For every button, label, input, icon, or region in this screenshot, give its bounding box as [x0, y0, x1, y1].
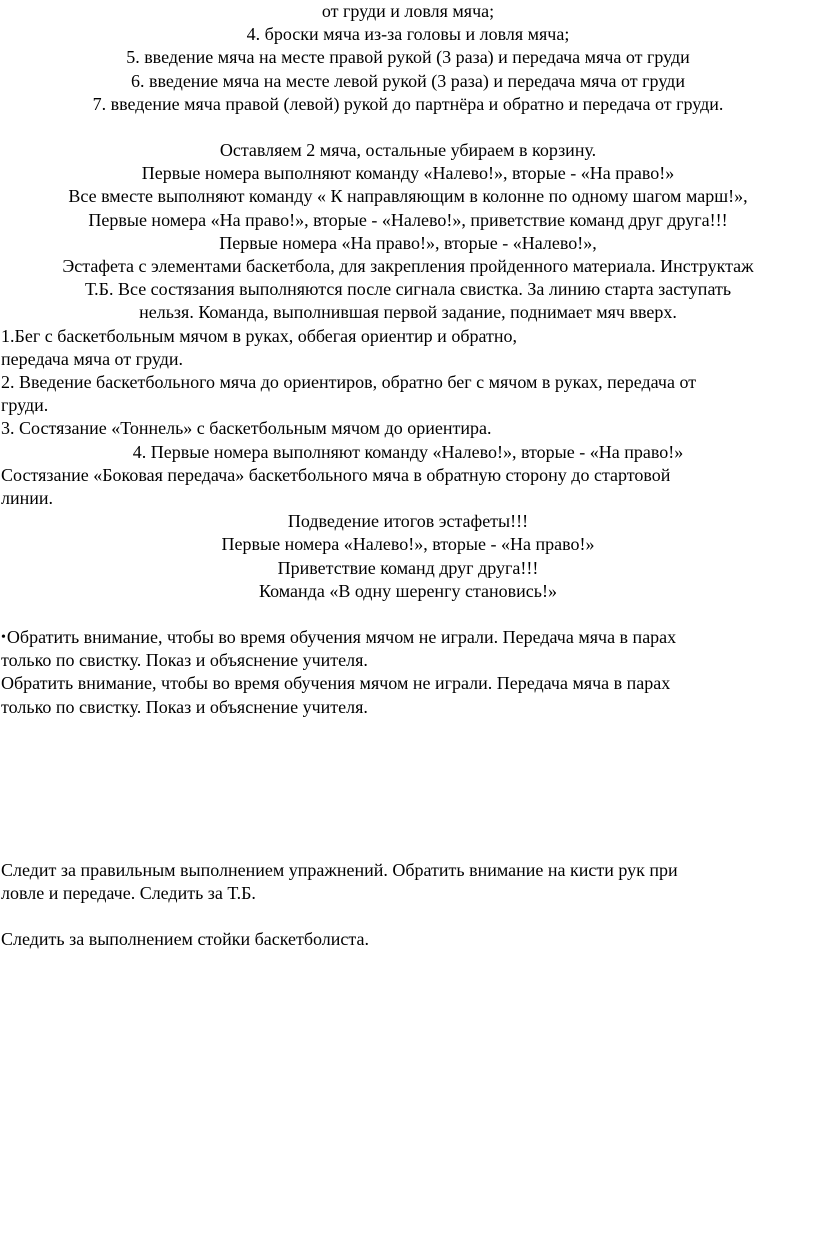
note-line: только по свистку. Показ и объяснение учителя. [1, 650, 368, 671]
relay-line: передача мяча от груди. [1, 348, 183, 369]
summary-line: Приветствие команд друг друга!!! [277, 557, 539, 578]
spacer [0, 603, 816, 626]
exercise-line: 4. броски мяча из-за головы и ловля мяча; [246, 24, 570, 45]
exercise-line: 5. введение мяча на месте правой рукой (3 раза) и передача мяча от груди [126, 47, 690, 68]
summary-line: Команда «В одну шеренгу становись!» [259, 580, 557, 601]
teacher-note-line: ловле и передаче. Следить за Т.Б. [1, 883, 256, 904]
command-line: Оставляем 2 мяча, остальные убираем в корзину. [219, 140, 597, 161]
relay-line: 3. Состязание «Тоннель» с баскетбольным мячом до ориентира. [1, 418, 492, 439]
summary-block [0, 510, 816, 603]
command-line: Т.Б. Все состязания выполняются после сигнала свистка. За линию старта заступать [84, 279, 732, 300]
spacer [0, 905, 816, 928]
command-line: Первые номера выполняют команду «Налево!», вторые - «На право!» [141, 163, 675, 184]
spacer [0, 719, 816, 859]
note-text: Обратить внимание, чтобы во время обучения мячом не играли. Передача мяча в парах [6, 627, 677, 648]
command-line: нельзя. Команда, выполнившая первой задание, поднимает мяч вверх. [139, 302, 677, 323]
relay-line: груди. [1, 395, 49, 416]
exercise-line: 7. введение мяча правой (левой) рукой до партнёра и обратно и передача от груди. [92, 93, 724, 114]
notes-block [0, 626, 816, 719]
relay-line: 1.Бег с баскетбольным мячом в руках, оббегая ориентир и обратно, [1, 325, 517, 346]
summary-line: Подведение итогов эстафеты!!! [287, 511, 529, 532]
relay-final-line: линии. [1, 488, 54, 509]
command-line: Первые номера «На право!», вторые - «Налево!», приветствие команд друг друга!!! [88, 209, 728, 230]
spacer [0, 116, 816, 139]
teacher-notes-block [0, 859, 816, 905]
command-line: Первые номера «На право!», вторые - «Налево!», [219, 232, 597, 253]
note-line: Обратить внимание, чтобы во время обучения мячом не играли. Передача мяча в парах [1, 673, 671, 694]
bullet-icon: • [1, 630, 6, 646]
relay-line: 2. Введение баскетбольного мяча до ориентиров, обратно бег с мячом в руках, передача от [1, 372, 697, 393]
stance-note-block [0, 928, 816, 951]
command-line: Все вместе выполняют команду « К направляющим в колонне по одному шагом марш!», [68, 186, 748, 207]
command-line: Эстафета с элементами баскетбола, для закрепления пройденного материала. Инструктаж [62, 256, 754, 277]
relay-item-4: 4. Первые номера выполняют команду «Налево!», вторые - «На право!» [132, 441, 684, 462]
exercise-line: от груди и ловля мяча; [321, 1, 495, 21]
stance-note-line: Следить за выполнением стойки баскетболиста. [1, 929, 369, 950]
command-block [0, 139, 816, 325]
exercise-list [0, 0, 816, 116]
relay-final-line: Состязание «Боковая передача» баскетбольного мяча в обратную сторону до стартовой [1, 464, 671, 485]
exercise-line: 6. введение мяча на месте левой рукой (3 раза) и передача мяча от груди [131, 70, 685, 91]
note-line [0, 626, 816, 649]
note-line: только по свистку. Показ и объяснение учителя. [1, 696, 368, 717]
relay-block [0, 325, 816, 511]
summary-line: Первые номера «Налево!», вторые - «На право!» [221, 534, 595, 555]
teacher-note-line: Следит за правильным выполнением упражнений. Обратить внимание на кисти рук при [1, 859, 678, 880]
